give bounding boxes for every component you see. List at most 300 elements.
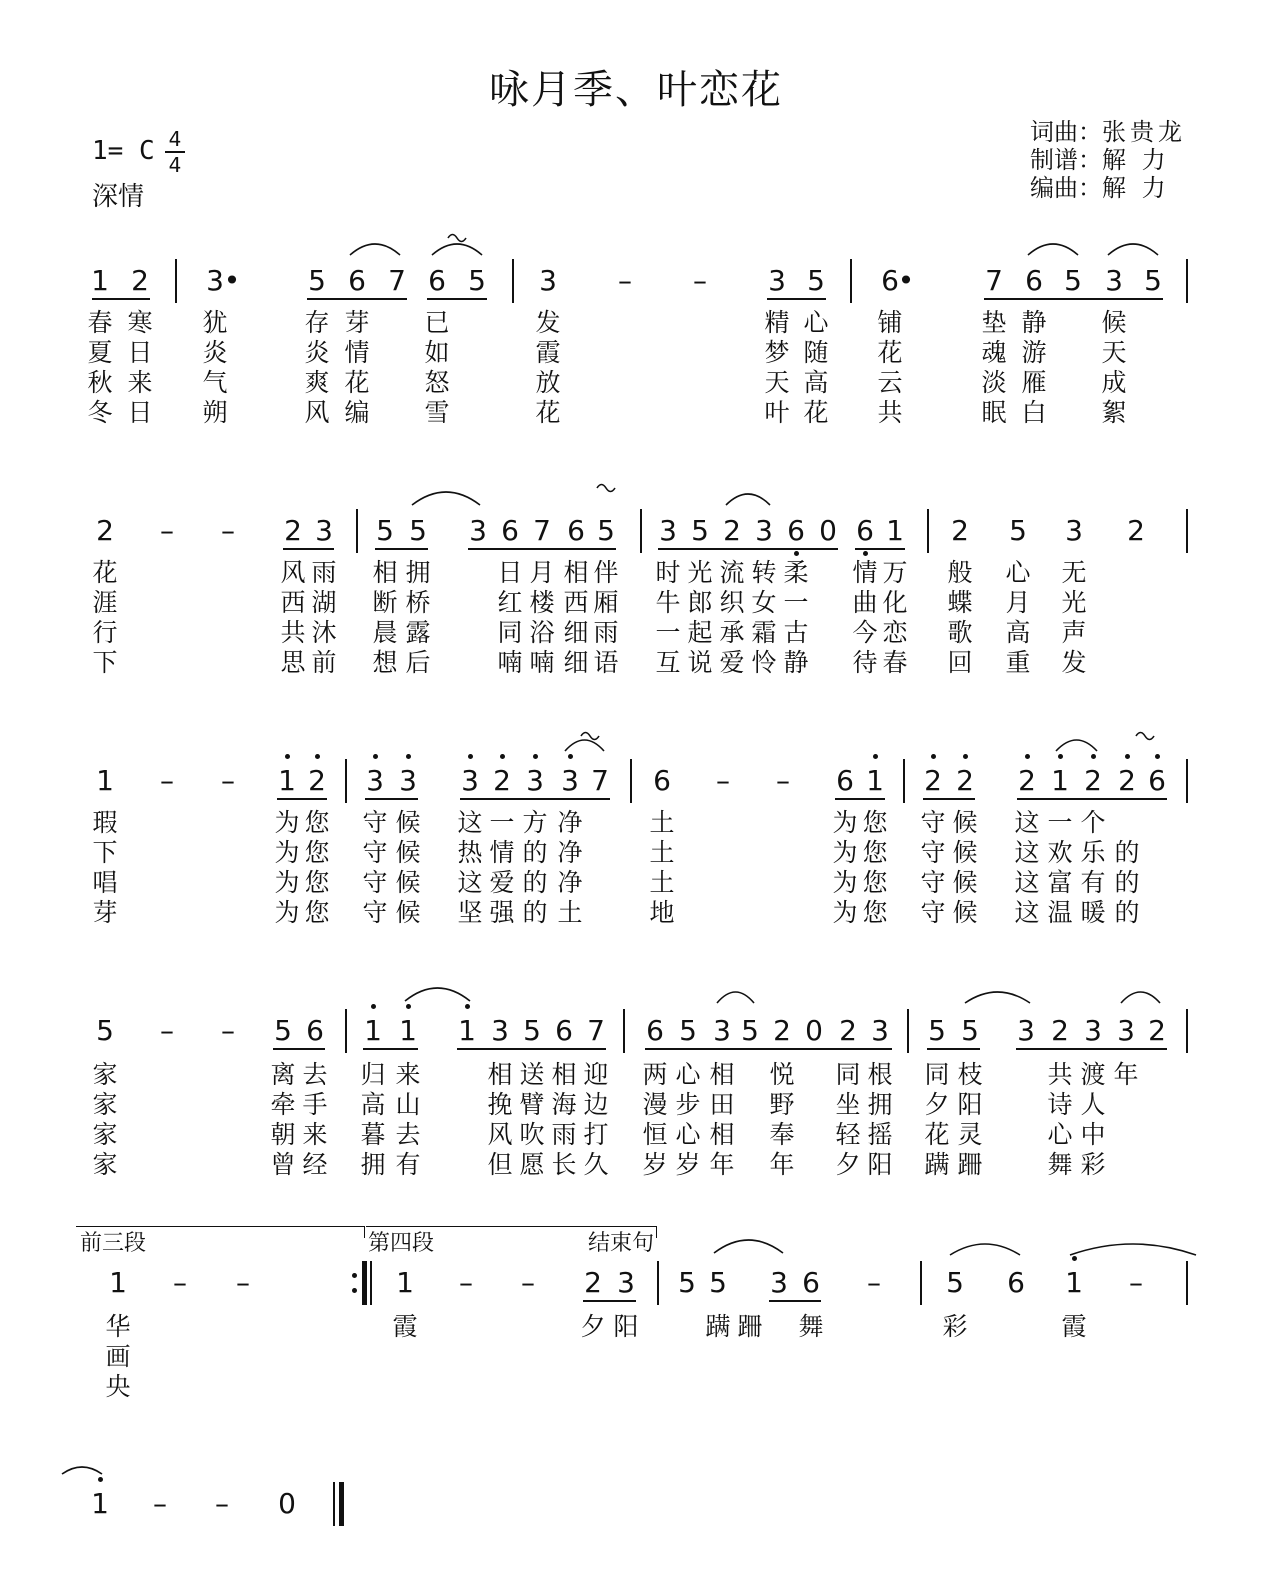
note: 6 xyxy=(1148,764,1166,797)
high-octave-dot xyxy=(963,754,968,759)
lyric-syllable: 细 xyxy=(563,618,589,647)
note: 2 xyxy=(951,514,969,547)
lyric-syllable: 语 xyxy=(593,648,619,677)
note: – xyxy=(693,264,707,297)
lyric-syllable: 芽 xyxy=(344,308,370,337)
lyric-syllable: 但 xyxy=(487,1150,513,1179)
key-signature: 1= C xyxy=(92,136,155,166)
lyric-syllable: 您 xyxy=(862,898,888,927)
lyric-syllable: 步 xyxy=(675,1090,701,1119)
lyric-syllable: 一 xyxy=(655,618,681,647)
turn-ornament xyxy=(581,733,599,740)
note: 6 xyxy=(348,264,366,297)
lyric-syllable: 说 xyxy=(687,648,713,677)
eighth-underline xyxy=(273,1048,325,1050)
lyric-syllable: 愿 xyxy=(519,1150,545,1179)
lyric-syllable: 共 xyxy=(1047,1060,1073,1089)
lyric-syllable: 根 xyxy=(867,1060,893,1089)
lyric-syllable: 同 xyxy=(924,1060,950,1089)
lyric-syllable: 互 xyxy=(655,648,681,677)
note: 7 xyxy=(533,514,551,547)
lyric-syllable: 这 xyxy=(1014,808,1040,837)
lyric-line xyxy=(0,868,1272,898)
eighth-underline xyxy=(375,548,428,550)
repeat-thick-barline xyxy=(362,1261,367,1305)
lyric-syllable: 蹒 xyxy=(924,1150,950,1179)
lyric-syllable: 净 xyxy=(557,868,583,897)
eighth-underline xyxy=(645,1048,892,1050)
lyric-syllable: 白 xyxy=(1021,398,1047,427)
lyric-line xyxy=(0,808,1272,838)
lyric-syllable: 气 xyxy=(202,368,228,397)
lyric-syllable: 拥 xyxy=(360,1150,386,1179)
lyric-line xyxy=(0,618,1272,648)
lyric-syllable: 天 xyxy=(764,368,790,397)
lyric-syllable: 相 xyxy=(563,558,589,587)
high-octave-dot xyxy=(1091,754,1096,759)
lyric-syllable: 精 xyxy=(764,308,790,337)
lyric-syllable: 央 xyxy=(105,1372,131,1401)
lyric-syllable: 朔 xyxy=(202,398,228,427)
note: 1 xyxy=(399,1014,417,1047)
note: – xyxy=(173,1266,187,1299)
eighth-underline xyxy=(984,298,1163,300)
lyric-syllable: 高 xyxy=(360,1090,386,1119)
lyric-line xyxy=(0,1090,1272,1120)
lyric-syllable: 静 xyxy=(783,648,809,677)
lyric-syllable: 静 xyxy=(1021,308,1047,337)
eighth-underline xyxy=(307,298,407,300)
lyric-syllable: 您 xyxy=(862,808,888,837)
barline xyxy=(1186,1009,1188,1053)
lyric-syllable: 坚 xyxy=(457,898,483,927)
eighth-underline xyxy=(427,298,487,300)
high-octave-dot xyxy=(1155,754,1160,759)
lyric-line xyxy=(0,308,1272,338)
note: 5 xyxy=(96,1014,114,1047)
lyric-syllable: 为 xyxy=(274,808,300,837)
lyric-syllable: 海 xyxy=(551,1090,577,1119)
note: 3 xyxy=(366,764,384,797)
note: 6 xyxy=(567,514,585,547)
note: – xyxy=(153,1487,167,1520)
lyric-line xyxy=(0,368,1272,398)
lyric-syllable: 共 xyxy=(877,398,903,427)
lyric-syllable: 前 xyxy=(311,648,337,677)
lyric-syllable: 渡 xyxy=(1080,1060,1106,1089)
lyric-syllable: 霜 xyxy=(751,618,777,647)
lyric-syllable: 情 xyxy=(852,558,878,587)
lyric-syllable: 方 xyxy=(522,808,548,837)
lyric-syllable: 枝 xyxy=(957,1060,983,1089)
lyric-syllable: 铺 xyxy=(877,308,903,337)
note: 3 xyxy=(1105,264,1123,297)
slur-arc xyxy=(412,492,480,505)
barline xyxy=(623,1009,625,1053)
lyric-syllable: 风 xyxy=(304,398,330,427)
lyric-syllable: 同 xyxy=(835,1060,861,1089)
volta-bracket-end xyxy=(364,1226,365,1238)
lyric-syllable: 欢 xyxy=(1047,838,1073,867)
note: 6 xyxy=(646,1014,664,1047)
lyric-syllable: 喃 xyxy=(497,648,523,677)
lyric-syllable: 您 xyxy=(304,898,330,927)
note: 5 xyxy=(523,1014,541,1047)
lyric-syllable: 您 xyxy=(304,868,330,897)
lyric-syllable: 候 xyxy=(952,838,978,867)
eighth-underline xyxy=(658,548,838,550)
high-octave-dot xyxy=(98,1477,103,1482)
high-octave-dot xyxy=(315,754,320,759)
slur-arc xyxy=(565,740,604,751)
lyric-syllable: 雪 xyxy=(424,398,450,427)
lyric-syllable: 彩 xyxy=(942,1312,968,1341)
note: 3 xyxy=(1065,514,1083,547)
lyric-syllable: 的 xyxy=(1114,838,1140,867)
note: 5 xyxy=(1064,264,1082,297)
lyric-syllable: 露 xyxy=(405,618,431,647)
barline xyxy=(175,259,177,303)
final-thick-barline xyxy=(339,1482,344,1526)
eighth-underline xyxy=(363,1048,418,1050)
note: 1 xyxy=(91,264,109,297)
lyric-syllable: 云 xyxy=(877,368,903,397)
lyric-syllable: 长 xyxy=(551,1150,577,1179)
lyric-syllable: 挽 xyxy=(487,1090,513,1119)
lyric-syllable: 岁 xyxy=(642,1150,668,1179)
lyric-syllable: 土 xyxy=(649,868,675,897)
note: 1 xyxy=(96,764,114,797)
eighth-underline xyxy=(855,548,905,550)
lyric-syllable: 风 xyxy=(280,558,306,587)
lyric-syllable: 后 xyxy=(405,648,431,677)
lyric-syllable: 牛 xyxy=(655,588,681,617)
note: 6 xyxy=(306,1014,324,1047)
lyric-syllable: 伴 xyxy=(593,558,619,587)
lyric-syllable: 成 xyxy=(1101,368,1127,397)
section-label-fourth: 第四段 xyxy=(368,1231,435,1256)
lyric-syllable: 思 xyxy=(280,648,306,677)
lyric-syllable: 蝶 xyxy=(947,588,973,617)
lyric-line xyxy=(0,1150,1272,1180)
lyric-syllable: 阳 xyxy=(613,1312,639,1341)
lyric-syllable: 轻 xyxy=(835,1120,861,1149)
lyric-syllable: 为 xyxy=(274,838,300,867)
note: 1 xyxy=(886,514,904,547)
lyric-syllable: 日 xyxy=(127,338,153,367)
lyric-syllable: 霞 xyxy=(535,338,561,367)
lyric-syllable: 行 xyxy=(92,618,118,647)
lyric-syllable: 候 xyxy=(395,868,421,897)
eighth-underline xyxy=(457,1048,606,1050)
lyric-line xyxy=(0,588,1272,618)
lyric-syllable: 爱 xyxy=(489,868,515,897)
lyric-syllable: 手 xyxy=(302,1090,328,1119)
note: 2 xyxy=(284,514,302,547)
lyric-syllable: 编 xyxy=(344,398,370,427)
note: – xyxy=(160,1014,174,1047)
note: 1 xyxy=(278,764,296,797)
lyric-syllable: 共 xyxy=(280,618,306,647)
lyric-syllable: 怜 xyxy=(751,648,777,677)
lyric-syllable: 温 xyxy=(1047,898,1073,927)
lyric-syllable: 诗 xyxy=(1047,1090,1073,1119)
lyric-syllable: 起 xyxy=(687,618,713,647)
lyric-syllable: 承 xyxy=(719,618,745,647)
note: 3 xyxy=(561,764,579,797)
lyric-syllable: 候 xyxy=(952,808,978,837)
lyric-syllable: 垫 xyxy=(981,308,1007,337)
lyric-syllable: 红 xyxy=(497,588,523,617)
lyric-syllable: 霞 xyxy=(392,1312,418,1341)
lyric-syllable: 这 xyxy=(1014,868,1040,897)
lyric-syllable: 强 xyxy=(489,898,515,927)
note: 3 xyxy=(713,1014,731,1047)
eighth-underline xyxy=(835,798,885,800)
lyric-syllable: 断 xyxy=(372,588,398,617)
lyric-line xyxy=(0,648,1272,678)
note: 6 xyxy=(501,514,519,547)
barline xyxy=(1186,509,1188,553)
lyric-syllable: 织 xyxy=(719,588,745,617)
lyric-syllable: 犹 xyxy=(202,308,228,337)
barline xyxy=(907,1009,909,1053)
note: 3 xyxy=(206,264,224,297)
lyric-syllable: 高 xyxy=(803,368,829,397)
note: – xyxy=(459,1266,473,1299)
eighth-underline xyxy=(468,548,616,550)
lyric-syllable: 情 xyxy=(344,338,370,367)
lyric-syllable: 候 xyxy=(952,898,978,927)
lyric-syllable: 待 xyxy=(852,648,878,677)
lyric-syllable: 牵 xyxy=(270,1090,296,1119)
note: 2 xyxy=(1018,764,1036,797)
lyric-syllable: 土 xyxy=(649,838,675,867)
lyric-syllable: 秋 xyxy=(87,368,113,397)
lyric-syllable: 候 xyxy=(395,838,421,867)
note: 1 xyxy=(1051,764,1069,797)
page-title: 咏月季、叶恋花 xyxy=(489,67,783,113)
lyric-syllable: 一 xyxy=(489,808,515,837)
lyric-syllable: 守 xyxy=(362,898,388,927)
lyric-syllable: 守 xyxy=(920,868,946,897)
note: 5 xyxy=(741,1014,759,1047)
lyric-syllable: 郎 xyxy=(687,588,713,617)
lyric-syllable: 喃 xyxy=(529,648,555,677)
slur-arc xyxy=(405,988,470,1001)
lyric-syllable: 下 xyxy=(92,648,118,677)
lyric-syllable: 来 xyxy=(127,368,153,397)
lyric-syllable: 寒 xyxy=(127,308,153,337)
lyric-syllable: 冬 xyxy=(87,398,113,427)
lyric-syllable: 两 xyxy=(642,1060,668,1089)
lyric-syllable: 您 xyxy=(304,838,330,867)
note: 5 xyxy=(1144,264,1162,297)
lyric-syllable: 吹 xyxy=(519,1120,545,1149)
lyric-line xyxy=(0,838,1272,868)
lyric-syllable: 华 xyxy=(105,1312,131,1341)
eighth-underline xyxy=(923,798,975,800)
note: – xyxy=(867,1266,881,1299)
high-octave-dot xyxy=(373,754,378,759)
note: 2 xyxy=(493,764,511,797)
lyric-syllable: 朝 xyxy=(270,1120,296,1149)
note: 5 xyxy=(409,514,427,547)
lyric-syllable: 一 xyxy=(783,588,809,617)
note: 2 xyxy=(1084,764,1102,797)
slur-arc xyxy=(726,494,770,505)
lyric-syllable: 边 xyxy=(583,1090,609,1119)
note: 1 xyxy=(866,764,884,797)
note: – xyxy=(221,514,235,547)
slur-arc xyxy=(717,992,754,1003)
lyric-syllable: 山 xyxy=(395,1090,421,1119)
slur-arc xyxy=(965,992,1030,1003)
lyric-syllable: 守 xyxy=(362,868,388,897)
lyric-syllable: 淡 xyxy=(981,368,1007,397)
lyric-syllable: 沐 xyxy=(311,618,337,647)
lyric-syllable: 转 xyxy=(751,558,777,587)
note: 1 xyxy=(458,1014,476,1047)
lyric-syllable: 摇 xyxy=(867,1120,893,1149)
barline xyxy=(345,759,347,803)
lyric-syllable: 蹒 xyxy=(705,1312,731,1341)
lyric-syllable: 游 xyxy=(1021,338,1047,367)
slur-arc xyxy=(1056,740,1097,751)
note: 3 xyxy=(1084,1014,1102,1047)
lyric-syllable: 去 xyxy=(302,1060,328,1089)
note: 3 xyxy=(491,1014,509,1047)
high-octave-dot xyxy=(873,754,878,759)
note: 2 xyxy=(924,764,942,797)
lyric-syllable: 叶 xyxy=(764,398,790,427)
volta-bracket-end xyxy=(656,1226,657,1238)
lyric-syllable: 花 xyxy=(344,368,370,397)
lyric-syllable: 心 xyxy=(1047,1120,1073,1149)
high-octave-dot xyxy=(1072,1256,1077,1261)
note: 7 xyxy=(388,264,406,297)
lyric-syllable: 放 xyxy=(535,368,561,397)
lyric-syllable: 暖 xyxy=(1080,898,1106,927)
slur-arc xyxy=(1028,244,1078,255)
lyric-syllable: 情 xyxy=(489,838,515,867)
lyric-syllable: 相 xyxy=(551,1060,577,1089)
lyric-syllable: 候 xyxy=(952,868,978,897)
high-octave-dot xyxy=(533,754,538,759)
high-octave-dot xyxy=(500,754,505,759)
note: 5 xyxy=(946,1266,964,1299)
lyric-syllable: 有 xyxy=(395,1150,421,1179)
lyric-syllable: 的 xyxy=(1114,868,1140,897)
high-octave-dot xyxy=(568,754,573,759)
lyric-syllable: 雨 xyxy=(593,618,619,647)
lyric-syllable: 怒 xyxy=(424,368,450,397)
note: 2 xyxy=(96,514,114,547)
lyric-line xyxy=(0,338,1272,368)
note: 3 xyxy=(617,1266,635,1299)
repeat-dot xyxy=(352,1288,357,1293)
lyric-syllable: 想 xyxy=(372,648,398,677)
lyric-syllable: 彩 xyxy=(1080,1150,1106,1179)
lyric-syllable: 炎 xyxy=(304,338,330,367)
lyric-syllable: 无 xyxy=(1061,558,1087,587)
note: 0 xyxy=(819,514,837,547)
note: 5 xyxy=(678,1266,696,1299)
note: – xyxy=(236,1266,250,1299)
slur-arc xyxy=(1070,1244,1196,1255)
turn-ornament xyxy=(448,235,466,242)
barline xyxy=(903,759,905,803)
lyric-syllable: 的 xyxy=(522,898,548,927)
lyric-syllable: 为 xyxy=(832,838,858,867)
barline xyxy=(920,1261,922,1305)
lyric-syllable: 声 xyxy=(1061,618,1087,647)
lyric-syllable: 重 xyxy=(1005,648,1031,677)
high-octave-dot xyxy=(1025,754,1030,759)
high-octave-dot xyxy=(931,754,936,759)
low-octave-dot xyxy=(863,551,868,556)
lyric-line xyxy=(0,898,1272,928)
lyric-line xyxy=(0,1120,1272,1150)
lyric-syllable: 阳 xyxy=(867,1150,893,1179)
turn-ornament xyxy=(1136,733,1154,740)
note: 5 xyxy=(376,514,394,547)
lyric-syllable: 细 xyxy=(563,648,589,677)
lyric-syllable: 您 xyxy=(862,838,888,867)
lyric-syllable: 春 xyxy=(882,648,908,677)
note: 5 xyxy=(597,514,615,547)
lyric-syllable: 这 xyxy=(1014,898,1040,927)
note: 3 xyxy=(399,764,417,797)
lyric-syllable: 今 xyxy=(852,618,878,647)
note: – xyxy=(221,1014,235,1047)
lyric-syllable: 年 xyxy=(769,1150,795,1179)
high-octave-dot xyxy=(465,1004,470,1009)
volta-bracket-line xyxy=(76,1226,364,1227)
barline xyxy=(640,509,642,553)
eighth-underline xyxy=(927,1048,980,1050)
lyric-syllable: 楼 xyxy=(529,588,555,617)
barline xyxy=(927,509,929,553)
lyric-syllable: 相 xyxy=(372,558,398,587)
lyric-syllable: 阳 xyxy=(957,1090,983,1119)
lyric-syllable: 田 xyxy=(709,1090,735,1119)
lyric-syllable: 坐 xyxy=(835,1090,861,1119)
lyric-syllable: 的 xyxy=(522,838,548,867)
lyric-syllable: 的 xyxy=(522,868,548,897)
slur-arc xyxy=(432,244,482,255)
lyric-syllable: 候 xyxy=(395,898,421,927)
lyric-line xyxy=(0,1060,1272,1090)
lyric-syllable: 守 xyxy=(920,898,946,927)
lyric-syllable: 夕 xyxy=(924,1090,950,1119)
lyric-syllable: 相 xyxy=(709,1060,735,1089)
lyric-syllable: 地 xyxy=(649,898,675,927)
note: 2 xyxy=(584,1266,602,1299)
lyric-syllable: 晨 xyxy=(372,618,398,647)
slur-arc xyxy=(950,1244,1020,1255)
note: – xyxy=(776,764,790,797)
lyric-syllable: 夏 xyxy=(87,338,113,367)
lyric-syllable: 家 xyxy=(92,1060,118,1089)
lyric-syllable: 柔 xyxy=(783,558,809,587)
note: 2 xyxy=(956,764,974,797)
lyric-syllable: 野 xyxy=(769,1090,795,1119)
lyric-syllable: 舞 xyxy=(1047,1150,1073,1179)
time-sig-bottom: 4 xyxy=(168,153,182,177)
lyric-syllable: 花 xyxy=(535,398,561,427)
lyric-syllable: 家 xyxy=(92,1090,118,1119)
